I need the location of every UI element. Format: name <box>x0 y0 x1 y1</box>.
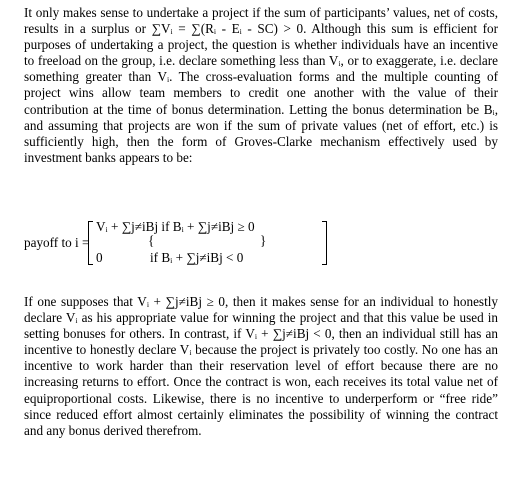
right-brace <box>320 221 327 265</box>
formula-inner-brace-right: } <box>260 233 267 248</box>
formula-inner-brace-left: { <box>148 233 155 248</box>
formula-line-2-condition: if Bᵢ + ∑j≠iBj < 0 <box>150 250 244 265</box>
paragraph-groves-clarke-intro: It only makes sense to undertake a project if the sum of participants’ values, net of costs, results in a surplus or ∑Vᵢ = ∑(Rᵢ - Eᵢ - SC) > 0. Although this sum is efficient for purposes of undertaking a project, the question is whether individuals have an incentive to freeload on the group, i.e. declare something less than Vᵢ, or to exaggerate, i.e. declare something greater than Vᵢ. The cross-evaluation forms and the multiple counting of project wins allow team members to credit one another with the value of their contribution at the time of bonus determination. Letting the bonus determination be Bᵢ, and assuming that projects are won if the sum of private values (net of effort, etc.) is sufficiently high, then the form of Groves-Clarke mechanism effectively used by investment banks appears to be: <box>24 5 498 165</box>
payoff-formula <box>24 219 504 275</box>
formula-line-2-value: 0 <box>96 250 103 265</box>
formula-line-1: Vᵢ + ∑j≠iBj if Bᵢ + ∑j≠iBj ≥ 0 <box>96 219 255 234</box>
paragraph-incentive-analysis: If one supposes that Vᵢ + ∑j≠iBj ≥ 0, then it makes sense for an individual to honestly declare Vᵢ as his appropriate value for winning the project and that this value be used in setting bonuses for others. In contrast, if Vᵢ + ∑j≠iBj < 0, then an individual still has an incentive to honestly declare Vᵢ because the project is privately too costly. No one has an incentive to work harder than their reservation level of effort because there are no increasing returns to effort. Once the contract is won, each receives its total value net of equiproportional costs. Likewise, there is no incentive to underperform or “free ride” since reduced effort almost certainly eliminates the possibility of winning the contract and any bonus derived therefrom. <box>24 294 498 438</box>
formula-label: payoff to i = <box>24 235 90 250</box>
